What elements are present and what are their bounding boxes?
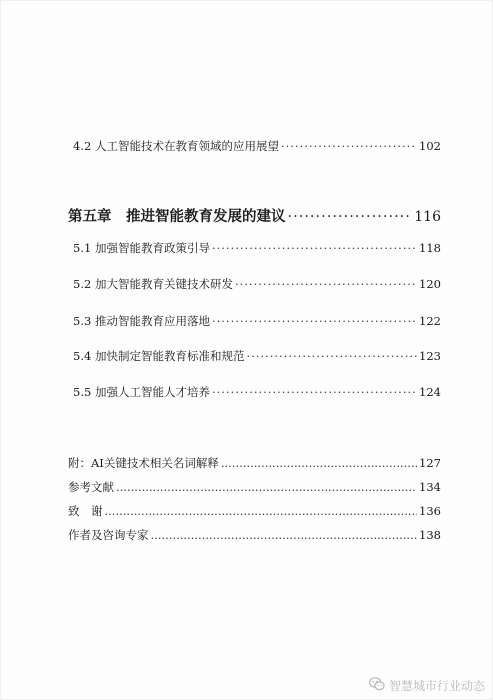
toc-entry-label: 附：AI关键技术相关名词解释 — [68, 456, 219, 470]
toc-page-number: 136 — [419, 504, 441, 518]
toc-entry-5-2[interactable] — [0, 276, 493, 292]
toc-page-number: 118 — [419, 241, 441, 255]
toc-page-number: 134 — [419, 480, 441, 494]
toc-entry-5-3[interactable] — [0, 313, 493, 329]
toc-leader-dots — [212, 385, 417, 399]
toc-leader-dots — [235, 277, 417, 291]
toc-entry-5-5[interactable] — [0, 384, 493, 400]
toc-entry-label: 5.4 加快制定智能教育标准和规范 — [73, 349, 245, 363]
toc-leader-dots — [212, 314, 417, 328]
toc-leader-dots — [151, 528, 418, 542]
toc-page-number: 127 — [419, 456, 441, 470]
wechat-icon — [369, 677, 385, 694]
toc-entry-label: 5.3 推动智能教育应用落地 — [73, 314, 210, 328]
toc-entry-label: 5.5 加强人工智能人才培养 — [73, 385, 210, 399]
toc-page-number: 102 — [419, 139, 441, 153]
toc-authors[interactable] — [0, 527, 493, 543]
toc-entry-label: 5.2 加大智能教育关键技术研发 — [73, 277, 233, 291]
toc-page-number: 123 — [419, 349, 441, 363]
toc-leader-dots — [281, 139, 417, 153]
toc-entry-5-4[interactable] — [0, 348, 493, 364]
toc-leader-dots — [221, 456, 417, 470]
toc-appendix[interactable] — [0, 455, 493, 471]
toc-entry-label: 5.1 加强智能教育政策引导 — [73, 241, 210, 255]
toc-page-number: 138 — [419, 528, 441, 542]
toc-references[interactable] — [0, 479, 493, 495]
toc-leader-dots — [288, 209, 413, 225]
toc-page-number: 120 — [419, 277, 441, 291]
toc-acknowledgements[interactable] — [0, 503, 493, 519]
toc-page-number: 124 — [419, 385, 441, 399]
toc-entry-5-1[interactable] — [0, 240, 493, 256]
toc-leader-dots — [212, 241, 417, 255]
toc-chapter-label: 第五章 推进智能教育发展的建议 — [68, 208, 286, 225]
toc-leader-dots — [116, 480, 417, 494]
toc-entry-4-2[interactable] — [0, 138, 493, 154]
watermark — [369, 677, 485, 694]
toc-chapter-5[interactable] — [0, 205, 493, 226]
toc-page-number: 122 — [419, 314, 441, 328]
toc-entry-label: 致 谢 — [68, 504, 103, 518]
toc-entry-label: 4.2 人工智能技术在教育领域的应用展望 — [73, 139, 279, 153]
toc-leader-dots — [246, 349, 417, 363]
toc-leader-dots — [105, 504, 418, 518]
toc-entry-label: 参考文献 — [68, 480, 114, 494]
toc-page-number: 116 — [414, 209, 441, 225]
watermark-text: 智慧城市行业动态 — [388, 679, 485, 693]
toc-entry-label: 作者及咨询专家 — [68, 528, 149, 542]
